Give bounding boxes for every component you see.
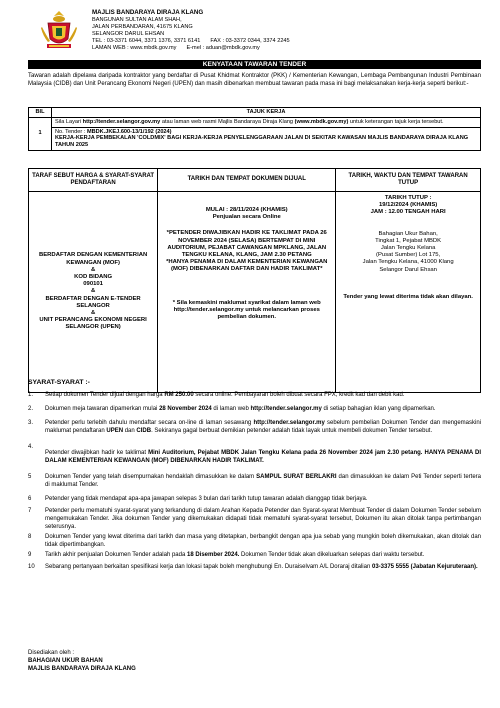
closing-time: JAM : 12.00 TENGAH HARI: [370, 209, 446, 216]
col-header-document-sale: TARIKH DAN TEMPAT DOKUMEN DIJUAL: [158, 169, 336, 192]
condition-text: Tarikh akhir penjualan Dokumen Tender adalah pada 18 Disember 2024. Dokumen Tender tidak akan dikeluarkan selepas dari waktu tersebut.: [45, 552, 425, 558]
department-name: BAHAGIAN UKUR BAHAN: [28, 658, 103, 664]
prepared-by-label: Disediakan oleh :: [28, 650, 75, 656]
condition-text: Petender diwajibkan hadir ke taklimat Mini Auditorium, Pejabat MBDK Jalan Tengku Kelana pada 26 November 2024 jam 2.30 petang. HANYA PENAMA DI DALAM KEMENTERIAN KEWANGAN (MOF) DIBENARKAN HADIR TAKLIMAT.: [45, 450, 481, 464]
work-info-cell: Sila Layari http://tender.selangor.gov.my atau laman web rasmi Majlis Bandaraya Diraja Klang (www.mbdk.gov.my) untuk keterangan tajuk kerja tersebut.: [52, 117, 481, 127]
tender-number: MBDK.JKEJ.600-13/1/192 (2024): [86, 128, 172, 135]
briefing-notice: *PETENDER DIWAJIBKAN HADIR KE TAKLIMAT PADA 26 NOVEMBER 2024 (SELASA) BERTEMPAT DI MINI AUDITORIUM, PEJABAT CAWANGAN MPKLANG, JALAN TENGKU KELANA, KLANG, JAM 2.30 PETANG: [166, 230, 327, 259]
condition-text: Dokumen Tender yang telah disempurnakan hendaklah dimasukkan ke dalam SAMPUL SURAT BERLAKRI dan dimasukkan ke dalam Peti Tender seperti tertera di maklumat Tender.: [45, 474, 482, 488]
condition-number: 4.: [28, 444, 34, 450]
condition-text: Dokumen meja tawaran dipamerkan mulai 28 November 2024 di laman web http://tender.selangor.my di setiap bahagian iklan yang dipamerkan.: [45, 406, 436, 412]
col-header-registration: TARAF SEBUT HARGA & SYARAT-SYARAT PENDAFTARAN: [29, 169, 158, 192]
condition-number: 7: [28, 508, 32, 514]
fax-number: FAX : 03-3372 0344, 3374 2245: [210, 37, 290, 44]
condition-text: Petender perlu terlebih dahulu mendaftar secara on-line di laman sesawang http://tender.selangor.my sebelum pembelian Dokumen Tender dan mengemaskini maklumat pendaftaran UPEN dan CIDB. Sekiranya gagal berbuat demikian petender adalah tidak layak untuk membeli dokumen Tender tersebut.: [45, 420, 482, 434]
organization-header: [92, 10, 290, 51]
condition-number: 6: [28, 496, 32, 502]
condition-number: 9: [28, 552, 32, 558]
condition-text: Petender perlu mematuhi syarat-syarat yang terkandung di dalam Arahan Kepada Petender dan Syarat-syarat Membuat Tender di dalam Dokumen Tender sebelum mengemukakan Tender. Jika dokumen Tender yang dikemukakan didapati tidak mematuhi syarat-syarat tersebut, Dokumen itu akan ditolak tanpa pertimbangan seterusnya.: [45, 508, 481, 530]
tender-title-cell: No. Tender : MBDK.JKEJ.600-13/1/192 (2024) KERJA-KERJA PEMBEKALAN 'COLDMIX' BAGI KERJA-KERJA PENYELENGGARAAN JALAN DI SEKITAR KAWASAN MAJLIS BANDARAYA DIRAJA KLANG TAHUN 2025: [52, 127, 481, 150]
org-name: MAJLIS BANDARAYA DIRAJA KLANG: [92, 9, 204, 16]
signature-block: [28, 649, 136, 673]
col-header-tajuk: TAJUK KERJA: [52, 108, 481, 118]
closing-details-cell: TARIKH TUTUP : 19/12/2024 (KHAMIS) JAM : 12.00 TENGAH HARI Bahagian Ukur Bahan, Tingkat 1, Pejabat MBDK Jalan Tengku Kelana (Pusat Sumber) Lot 175, Jalan Tengku Kelana, 41000 Klang Selangor Darul Ehsan Tender yang lewat diterima tidak akan dilayan.: [336, 192, 481, 393]
work-title-table: [28, 107, 481, 151]
condition-number: 5: [28, 474, 32, 480]
col-header-bil: BIL: [29, 108, 52, 118]
late-tender-notice: Tender yang lewat diterima tidak akan dilayan.: [343, 293, 473, 300]
document-sale-cell: [158, 192, 336, 393]
council-name: MAJLIS BANDARAYA DIRAJA KLANG: [28, 666, 136, 672]
registration-requirements-cell: BERDAFTAR DENGAN KEMENTERIAN KEWANGAN (MOF) & KOD BIDANG 090101 & BERDAFTAR DENGAN E-TENDER SELANGOR & UNIT PERANCANG EKONOMI NEGERI SELANGOR (UPEN): [29, 192, 158, 393]
sale-method: Penjualan secara Online: [212, 214, 281, 221]
tel-number: TEL : 03-3371 6044, 3371 1376, 3371 6141: [92, 37, 201, 44]
col-header-closing: TARIKH, WAKTU DAN TEMPAT TAWARAN TUTUP: [336, 169, 481, 192]
condition-text: Petender yang tidak mendapat apa-apa jawapan selepas 3 bulan dari tarikh tutup tawaran adalah dianggap tidak berjaya.: [45, 496, 368, 502]
mof-only-notice: *HANYA PENAMA DI DALAM KEMENTERIAN KEWANGAN (MOF) DIBENARKAN DAFTAR DAN HADIR TAKLIMAT*: [166, 259, 328, 273]
condition-number: 1.: [28, 392, 34, 398]
tender-details-table: [28, 168, 481, 393]
closing-date: 19/12/2024 (KHAMIS): [378, 202, 438, 209]
condition-text: Sebarang pertanyaan berkaitan spesifikasi kerja dan lokasi tapak boleh menghubungi En. Duraiselvam A/L Doraraj ditalian 03-3375 5555 (Jabatan Kejuruteraan).: [45, 564, 478, 570]
update-info-notice: * Sila kemaskini maklumat syarikat dalam laman web http://tender.selangor.my untuk melancarkan proses pembelian dokumen.: [172, 299, 321, 321]
address-line: SELANGOR DARUL EHSAN: [92, 30, 165, 37]
tender-title: KERJA-KERJA PEMBEKALAN 'COLDMIX' BAGI KERJA-KERJA PENYELENGGARAAN JALAN DI SEKITAR KAWASAN MAJLIS BANDARAYA DIRAJA KLANG TAHUN 2025: [55, 135, 469, 149]
condition-number: 8: [28, 534, 32, 540]
email-address[interactable]: E-mel : aduan@mbdk.gov.my: [186, 44, 260, 51]
mbdk-crest-logo: [40, 9, 78, 51]
tender-portal-link[interactable]: http://tender.selangor.gov.my: [82, 118, 161, 125]
condition-number: 2.: [28, 406, 34, 412]
sale-start-date: MULAI : 28/11/2024 (KHAMIS): [205, 207, 288, 213]
condition-number: 3.: [28, 420, 34, 426]
condition-text: Setiap dokumen Tender dijual dengan harga RM 250.00 secara online. Pembayaran boleh dibuat secara FPX, kredit kad dan debit kad.: [45, 392, 405, 398]
conditions-heading: SYARAT-SYARAT :-: [28, 379, 90, 386]
condition-text: Dokumen Tender yang lewat diterima dari tarikh dan masa yang ditetapkan, berbangkit dengan apa jua sebab yang mungkin boleh dikemukakan, akan ditolak dan tidak dipertimbangkan.: [45, 534, 481, 548]
closing-label: TARIKH TUTUP :: [384, 195, 432, 201]
intro-paragraph: Tawaran adalah dipelawa daripada kontraktor yang berdaftar di Pusat Khidmat Kontraktor (PKK) / Kementerian Kewangan, Lembaga Pembangunan Industri Pembinaan Malaysia (CIDB) dan Unit Perancang Ekonomi Negeri (UPEN) dan masih dibenarkan membuat tawaran pada masa ini bagi melaksanakan kerja-kerja seperti berikut:-: [28, 73, 481, 87]
address-line: BANGUNAN SULTAN ALAM SHAH,: [92, 16, 182, 23]
mbdk-website-link[interactable]: (www.mbdk.gov.my): [294, 118, 349, 125]
notice-title: KENYATAAN TAWARAN TENDER: [28, 60, 481, 69]
web-address[interactable]: LAMAN WEB : www.mbdk.gov.my: [92, 44, 177, 51]
row-number: 1: [29, 117, 52, 150]
condition-number: 10: [28, 564, 35, 570]
address-line: JALAN PERBANDARAN, 41675 KLANG: [92, 23, 193, 30]
